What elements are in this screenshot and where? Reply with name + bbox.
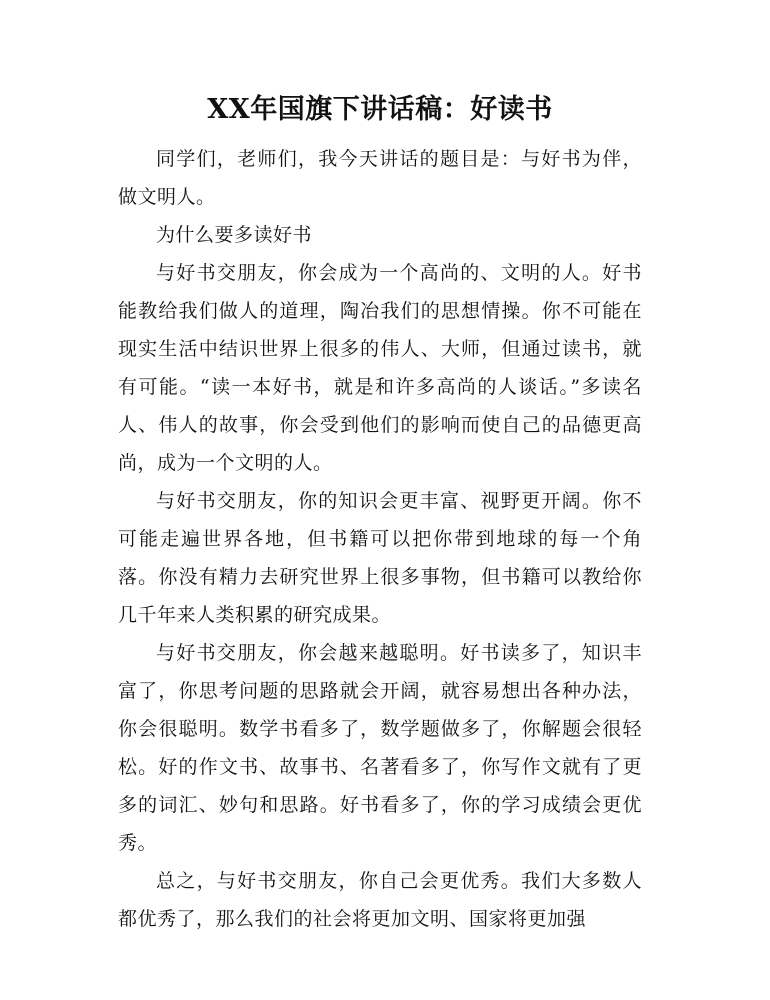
- document-title: XX年国旗下讲话稿：好读书: [207, 94, 553, 125]
- paragraph-greeting: 同学们，老师们，我今天讲话的题目是：与好书为伴，做文明人。: [118, 148, 642, 208]
- paragraph-conclusion: 总之，与好书交朋友，你自己会更优秀。我们大多数人都优秀了，那么我们的社会将更加文明、国家将更加强: [118, 870, 642, 930]
- paragraph-subheading: 为什么要多读好书: [156, 224, 313, 246]
- paragraph-knowledge: 与好书交朋友，你的知识会更丰富、视野更开阔。你不可能走遍世界各地，但书籍可以把你带到地球的每一个角落。你没有精力去研究世界上很多事物，但书籍可以教给你几千年来人类积累的研究成果。: [118, 490, 642, 626]
- paragraph-noble: 与好书交朋友，你会成为一个高尚的、文明的人。好书能教给我们做人的道理，陶冶我们的思想情操。你不可能在现实生活中结识世界上很多的伟人、大师，但通过读书，就有可能。“读一本好书，就是和许多高尚的人谈话。”多读名人、伟人的故事，你会受到他们的影响而使自己的品德更高尚，成为一个文明的人。: [118, 262, 642, 474]
- paragraph-smart: 与好书交朋友，你会越来越聪明。好书读多了，知识丰富了，你思考问题的思路就会开阔，就容易想出各种办法，你会很聪明。数学书看多了，数学题做多了，你解题会很轻松。好的作文书、故事书、名著看多了，你写作文就有了更多的词汇、妙句和思路。好书看多了，你的学习成绩会更优秀。: [118, 642, 642, 854]
